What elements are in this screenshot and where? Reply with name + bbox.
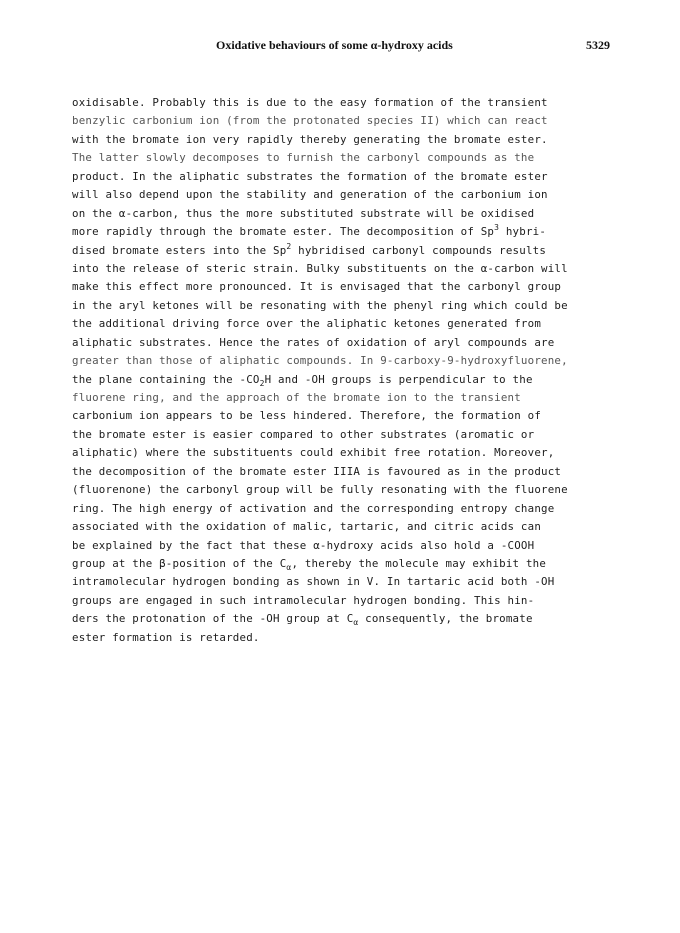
text-line-main: group at the β-position of the C bbox=[72, 556, 287, 570]
text-line bbox=[72, 315, 612, 333]
text-line bbox=[72, 371, 612, 389]
text-line bbox=[72, 186, 612, 204]
text-line bbox=[72, 112, 612, 130]
text-line bbox=[72, 223, 612, 241]
running-head: Oxidative behaviours of some α-hydroxy acids bbox=[216, 38, 453, 52]
text-line bbox=[72, 242, 612, 260]
text-line bbox=[72, 592, 612, 610]
text-line-main: ester formation is retarded. bbox=[72, 630, 260, 644]
text-line-main: with the bromate ion very rapidly thereby generating the bromate ester. bbox=[72, 132, 548, 146]
text-line-main: dised bromate esters into the Sp bbox=[72, 243, 287, 257]
text-line-main: aliphatic) where the substituents could exhibit free rotation. Moreover, bbox=[72, 446, 555, 460]
text-line bbox=[72, 555, 612, 573]
body-text bbox=[72, 94, 612, 647]
text-line bbox=[72, 149, 612, 167]
text-line-main: The latter slowly decomposes to furnish the carbonyl compounds as the bbox=[72, 151, 535, 165]
text-line-main: aliphatic substrates. Hence the rates of oxidation of aryl compounds are bbox=[72, 335, 555, 349]
text-line-main: on the α-carbon, thus the more substituted substrate will be oxidised bbox=[72, 206, 535, 220]
text-line-tail: hybridised carbonyl compounds results bbox=[291, 243, 547, 257]
text-line bbox=[72, 334, 612, 352]
text-line-main: intramolecular hydrogen bonding as shown in V. In tartaric acid both -OH bbox=[72, 575, 555, 589]
text-line bbox=[72, 260, 612, 278]
text-line bbox=[72, 297, 612, 315]
text-line-main: greater than those of aliphatic compounds. In 9-carboxy-9-hydroxyfluorene, bbox=[72, 354, 568, 368]
text-line-main: (fluorenone) the carbonyl group will be fully resonating with the fluorene bbox=[72, 483, 568, 497]
text-line-main: in the aryl ketones will be resonating with the phenyl ring which could be bbox=[72, 298, 568, 312]
text-line bbox=[72, 352, 612, 370]
text-line bbox=[72, 278, 612, 296]
text-line-main: ring. The high energy of activation and the corresponding entropy change bbox=[72, 501, 555, 515]
text-line bbox=[72, 500, 612, 518]
text-line bbox=[72, 463, 612, 481]
text-line-main: the plane containing the -CO bbox=[72, 372, 260, 386]
text-line-tail: H and -OH groups is perpendicular to the bbox=[264, 372, 533, 386]
superscript: 3 bbox=[494, 223, 500, 233]
text-line bbox=[72, 389, 612, 407]
text-line bbox=[72, 168, 612, 186]
text-line bbox=[72, 426, 612, 444]
text-line-main: will also depend upon the stability and generation of the carbonium ion bbox=[72, 188, 548, 202]
text-line bbox=[72, 537, 612, 555]
text-line bbox=[72, 94, 612, 112]
text-line-tail: , thereby the molecule may exhibit the bbox=[291, 556, 547, 570]
text-line-main: groups are engaged in such intramolecular hydrogen bonding. This hin- bbox=[72, 593, 535, 607]
text-line-main: associated with the oxidation of malic, tartaric, and citric acids can bbox=[72, 520, 542, 534]
text-line-tail: hybri- bbox=[499, 225, 547, 239]
text-line-main: more rapidly through the bromate ester. The decomposition of Sp bbox=[72, 225, 495, 239]
text-line-tail: consequently, the bromate bbox=[358, 612, 533, 626]
text-line bbox=[72, 131, 612, 149]
text-line bbox=[72, 444, 612, 462]
text-line bbox=[72, 573, 612, 591]
text-line bbox=[72, 629, 612, 647]
subscript: 2 bbox=[259, 378, 265, 388]
text-line-main: the additional driving force over the aliphatic ketones generated from bbox=[72, 317, 542, 331]
superscript: 2 bbox=[286, 241, 292, 251]
text-line-main: product. In the aliphatic substrates the formation of the bromate ester bbox=[72, 169, 548, 183]
text-line-main: be explained by the fact that these α-hydroxy acids also hold a -COOH bbox=[72, 538, 535, 552]
text-line-main: the decomposition of the bromate ester IIIA is favoured as in the product bbox=[72, 464, 562, 478]
text-line-main: benzylic carbonium ion (from the protonated species II) which can react bbox=[72, 114, 548, 128]
text-line-main: into the release of steric strain. Bulky substituents on the α-carbon will bbox=[72, 261, 568, 275]
text-line-main: the bromate ester is easier compared to other substrates (aromatic or bbox=[72, 427, 535, 441]
text-line-main: make this effect more pronounced. It is envisaged that the carbonyl group bbox=[72, 280, 562, 294]
text-line-main: fluorene ring, and the approach of the bromate ion to the transient bbox=[72, 391, 521, 404]
text-line bbox=[72, 481, 612, 499]
text-line bbox=[72, 518, 612, 536]
subscript: α bbox=[286, 562, 292, 572]
text-line bbox=[72, 205, 612, 223]
subscript: α bbox=[353, 618, 359, 628]
text-line-main: carbonium ion appears to be less hindered. Therefore, the formation of bbox=[72, 409, 542, 423]
text-line bbox=[72, 407, 612, 425]
text-line-main: ders the protonation of the -OH group at C bbox=[72, 612, 354, 626]
text-line-main: oxidisable. Probably this is due to the easy formation of the transient bbox=[72, 96, 548, 109]
text-line bbox=[72, 610, 612, 628]
page-number: 5329 bbox=[586, 38, 610, 52]
